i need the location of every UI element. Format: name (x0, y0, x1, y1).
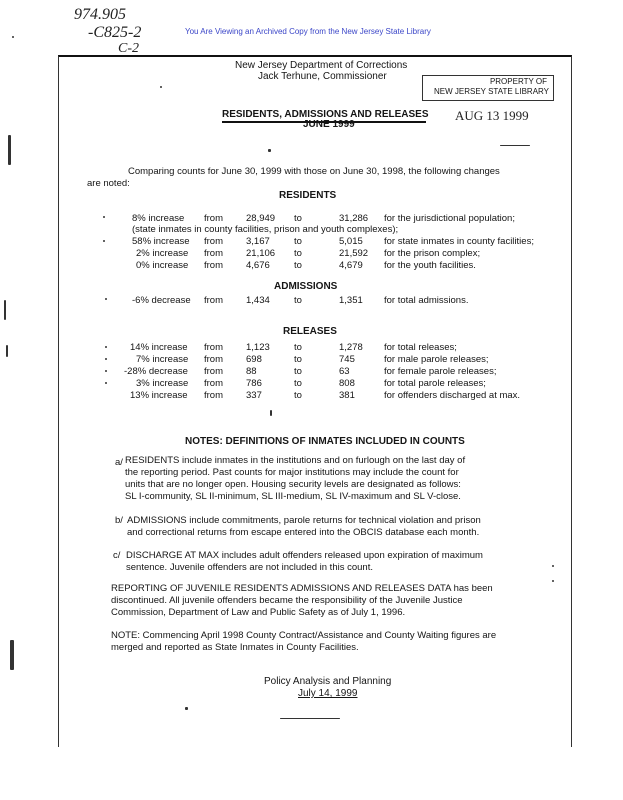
to-label: to (294, 295, 302, 306)
change: 14% increase (130, 342, 188, 353)
note-b-line: ADMISSIONS include commitments, parole returns for technical violation and prison (127, 515, 481, 526)
to-label: to (294, 366, 302, 377)
from-label: from (204, 366, 223, 377)
scan-speck (8, 135, 11, 165)
old-value: 21,106 (246, 248, 276, 259)
description: for total releases; (384, 342, 457, 353)
scan-speck (280, 718, 340, 719)
scan-speck (552, 565, 554, 567)
scan-speck (500, 145, 530, 146)
scan-speck (103, 240, 105, 242)
note-c-line: sentence. Juvenile offenders are not included in this count. (126, 562, 373, 573)
from-label: from (204, 248, 223, 259)
footer-unit: Policy Analysis and Planning (264, 676, 392, 687)
old-value: 4,676 (246, 260, 270, 271)
new-value: 745 (339, 354, 355, 365)
scan-speck (185, 707, 188, 710)
scan-speck (270, 410, 272, 416)
old-value: 337 (246, 390, 262, 401)
description: for offenders discharged at max. (384, 390, 521, 401)
description: for the youth facilities. (384, 260, 476, 271)
note-a-line: RESIDENTS include inmates in the institutions and on furlough on the last day of (125, 455, 466, 466)
stamp-date: AUG 13 1999 (455, 108, 529, 123)
from-label: from (204, 236, 223, 247)
scan-speck (4, 300, 6, 320)
change: 2% increase (136, 248, 189, 259)
notes-heading: NOTES: DEFINITIONS OF INMATES INCLUDED IN COUNTS (185, 436, 465, 447)
from-label: from (204, 342, 223, 353)
scan-speck (10, 640, 14, 670)
report-period: JUNE 1999 (303, 119, 355, 130)
agency-name: New Jersey Department of Corrections (235, 60, 408, 71)
county-note-line: NOTE: Commencing April 1998 County Contract/Assistance and County Waiting figures are (111, 630, 497, 641)
new-value: 5,015 (339, 236, 363, 247)
new-value: 63 (339, 366, 350, 377)
from-label: from (204, 390, 223, 401)
releases-heading: RELEASES (283, 326, 337, 337)
to-label: to (294, 213, 302, 224)
new-value: 31,286 (339, 213, 369, 224)
new-value: 4,679 (339, 260, 363, 271)
note-c-line: DISCHARGE AT MAX includes adult offenders released upon expiration of maximum (126, 550, 483, 561)
description: for male parole releases; (384, 354, 489, 365)
scan-speck (105, 298, 107, 300)
change: 8% increase (132, 213, 185, 224)
archive-notice: You Are Viewing an Archived Copy from the New Jersey State Library (185, 27, 431, 36)
change: 13% increase (130, 390, 188, 401)
old-value: 698 (246, 354, 262, 365)
to-label: to (294, 248, 302, 259)
description: for the jurisdictional population; (384, 213, 515, 224)
from-label: from (204, 295, 223, 306)
to-label: to (294, 342, 302, 353)
new-value: 381 (339, 390, 355, 401)
scan-speck (105, 382, 107, 384)
scan-speck (105, 370, 107, 372)
commissioner-name: Jack Terhune, Commissioner (258, 71, 387, 82)
admissions-heading: ADMISSIONS (274, 281, 338, 292)
to-label: to (294, 378, 302, 389)
note-a-line: units that are no longer open. Housing security levels are designated as follows: (125, 479, 461, 490)
residents-note: (state inmates in county facilities, prison and youth complexes); (132, 224, 399, 235)
new-value: 21,592 (339, 248, 369, 259)
from-label: from (204, 354, 223, 365)
scan-speck (268, 149, 271, 152)
handwritten-call-number-1: 974.905 (74, 6, 126, 23)
old-value: 1,123 (246, 342, 270, 353)
old-value: 88 (246, 366, 257, 377)
intro-line-1: Comparing counts for June 30, 1999 with those on June 30, 1998, the following changes (128, 166, 500, 177)
from-label: from (204, 378, 223, 389)
stamp-property: PROPERTY OF (489, 77, 547, 86)
to-label: to (294, 354, 302, 365)
old-value: 28,949 (246, 213, 276, 224)
change: -28% decrease (124, 366, 188, 377)
change: 0% increase (136, 260, 189, 271)
from-label: from (204, 260, 223, 271)
county-note-line: merged and reported as State Inmates in County Facilities. (111, 642, 359, 653)
description: for total parole releases; (384, 378, 486, 389)
residents-heading: RESIDENTS (279, 190, 337, 201)
change: 3% increase (136, 378, 189, 389)
note-b-marker: b/ (115, 515, 123, 526)
old-value: 3,167 (246, 236, 270, 247)
new-value: 1,351 (339, 295, 363, 306)
juvenile-note-line: Commission, Department of Law and Public Safety as of July 1, 1996. (111, 607, 406, 618)
juvenile-note-line: discontinued. All juvenile offenders became the responsibility of the Juvenile Justice (111, 595, 463, 606)
old-value: 786 (246, 378, 262, 389)
change: 7% increase (136, 354, 189, 365)
note-a-line: SL I-community, SL II-minimum, SL III-medium, SL IV-maximum and SL V-close. (125, 491, 461, 502)
new-value: 808 (339, 378, 355, 389)
note-b-line: and correctional returns from escape entered into the OBCIS database each month. (127, 527, 480, 538)
handwritten-call-number-3: C-2 (118, 41, 139, 56)
scan-speck (105, 358, 107, 360)
description: for state inmates in county facilities; (384, 236, 534, 247)
scan-speck (105, 346, 107, 348)
footer-date: July 14, 1999 (298, 688, 358, 699)
from-label: from (204, 213, 223, 224)
description: for total admissions. (384, 295, 469, 306)
change: 58% increase (132, 236, 190, 247)
scan-speck (12, 36, 14, 38)
change: -6% decrease (132, 295, 191, 306)
scan-speck (160, 86, 162, 88)
library-stamp (422, 75, 554, 101)
to-label: to (294, 236, 302, 247)
scan-speck (552, 580, 554, 582)
handwritten-call-number-2: -C825-2 (88, 24, 142, 41)
to-label: to (294, 390, 302, 401)
intro-line-2: are noted: (87, 178, 130, 189)
description: for the prison complex; (384, 248, 481, 259)
description: for female parole releases; (384, 366, 497, 377)
stamp-library: NEW JERSEY STATE LIBRARY (434, 87, 549, 96)
old-value: 1,434 (246, 295, 270, 306)
note-a-line: the reporting period. Past counts for major institutions may include the count for (125, 467, 459, 478)
report-title: RESIDENTS, ADMISSIONS AND RELEASES (222, 109, 429, 120)
note-c-marker: c/ (113, 550, 121, 561)
new-value: 1,278 (339, 342, 363, 353)
juvenile-note-line: REPORTING OF JUVENILE RESIDENTS ADMISSIONS AND RELEASES DATA has been (111, 583, 493, 594)
scan-speck (6, 345, 8, 357)
scan-speck (103, 216, 105, 218)
note-a-marker: a/ (115, 457, 123, 468)
to-label: to (294, 260, 302, 271)
